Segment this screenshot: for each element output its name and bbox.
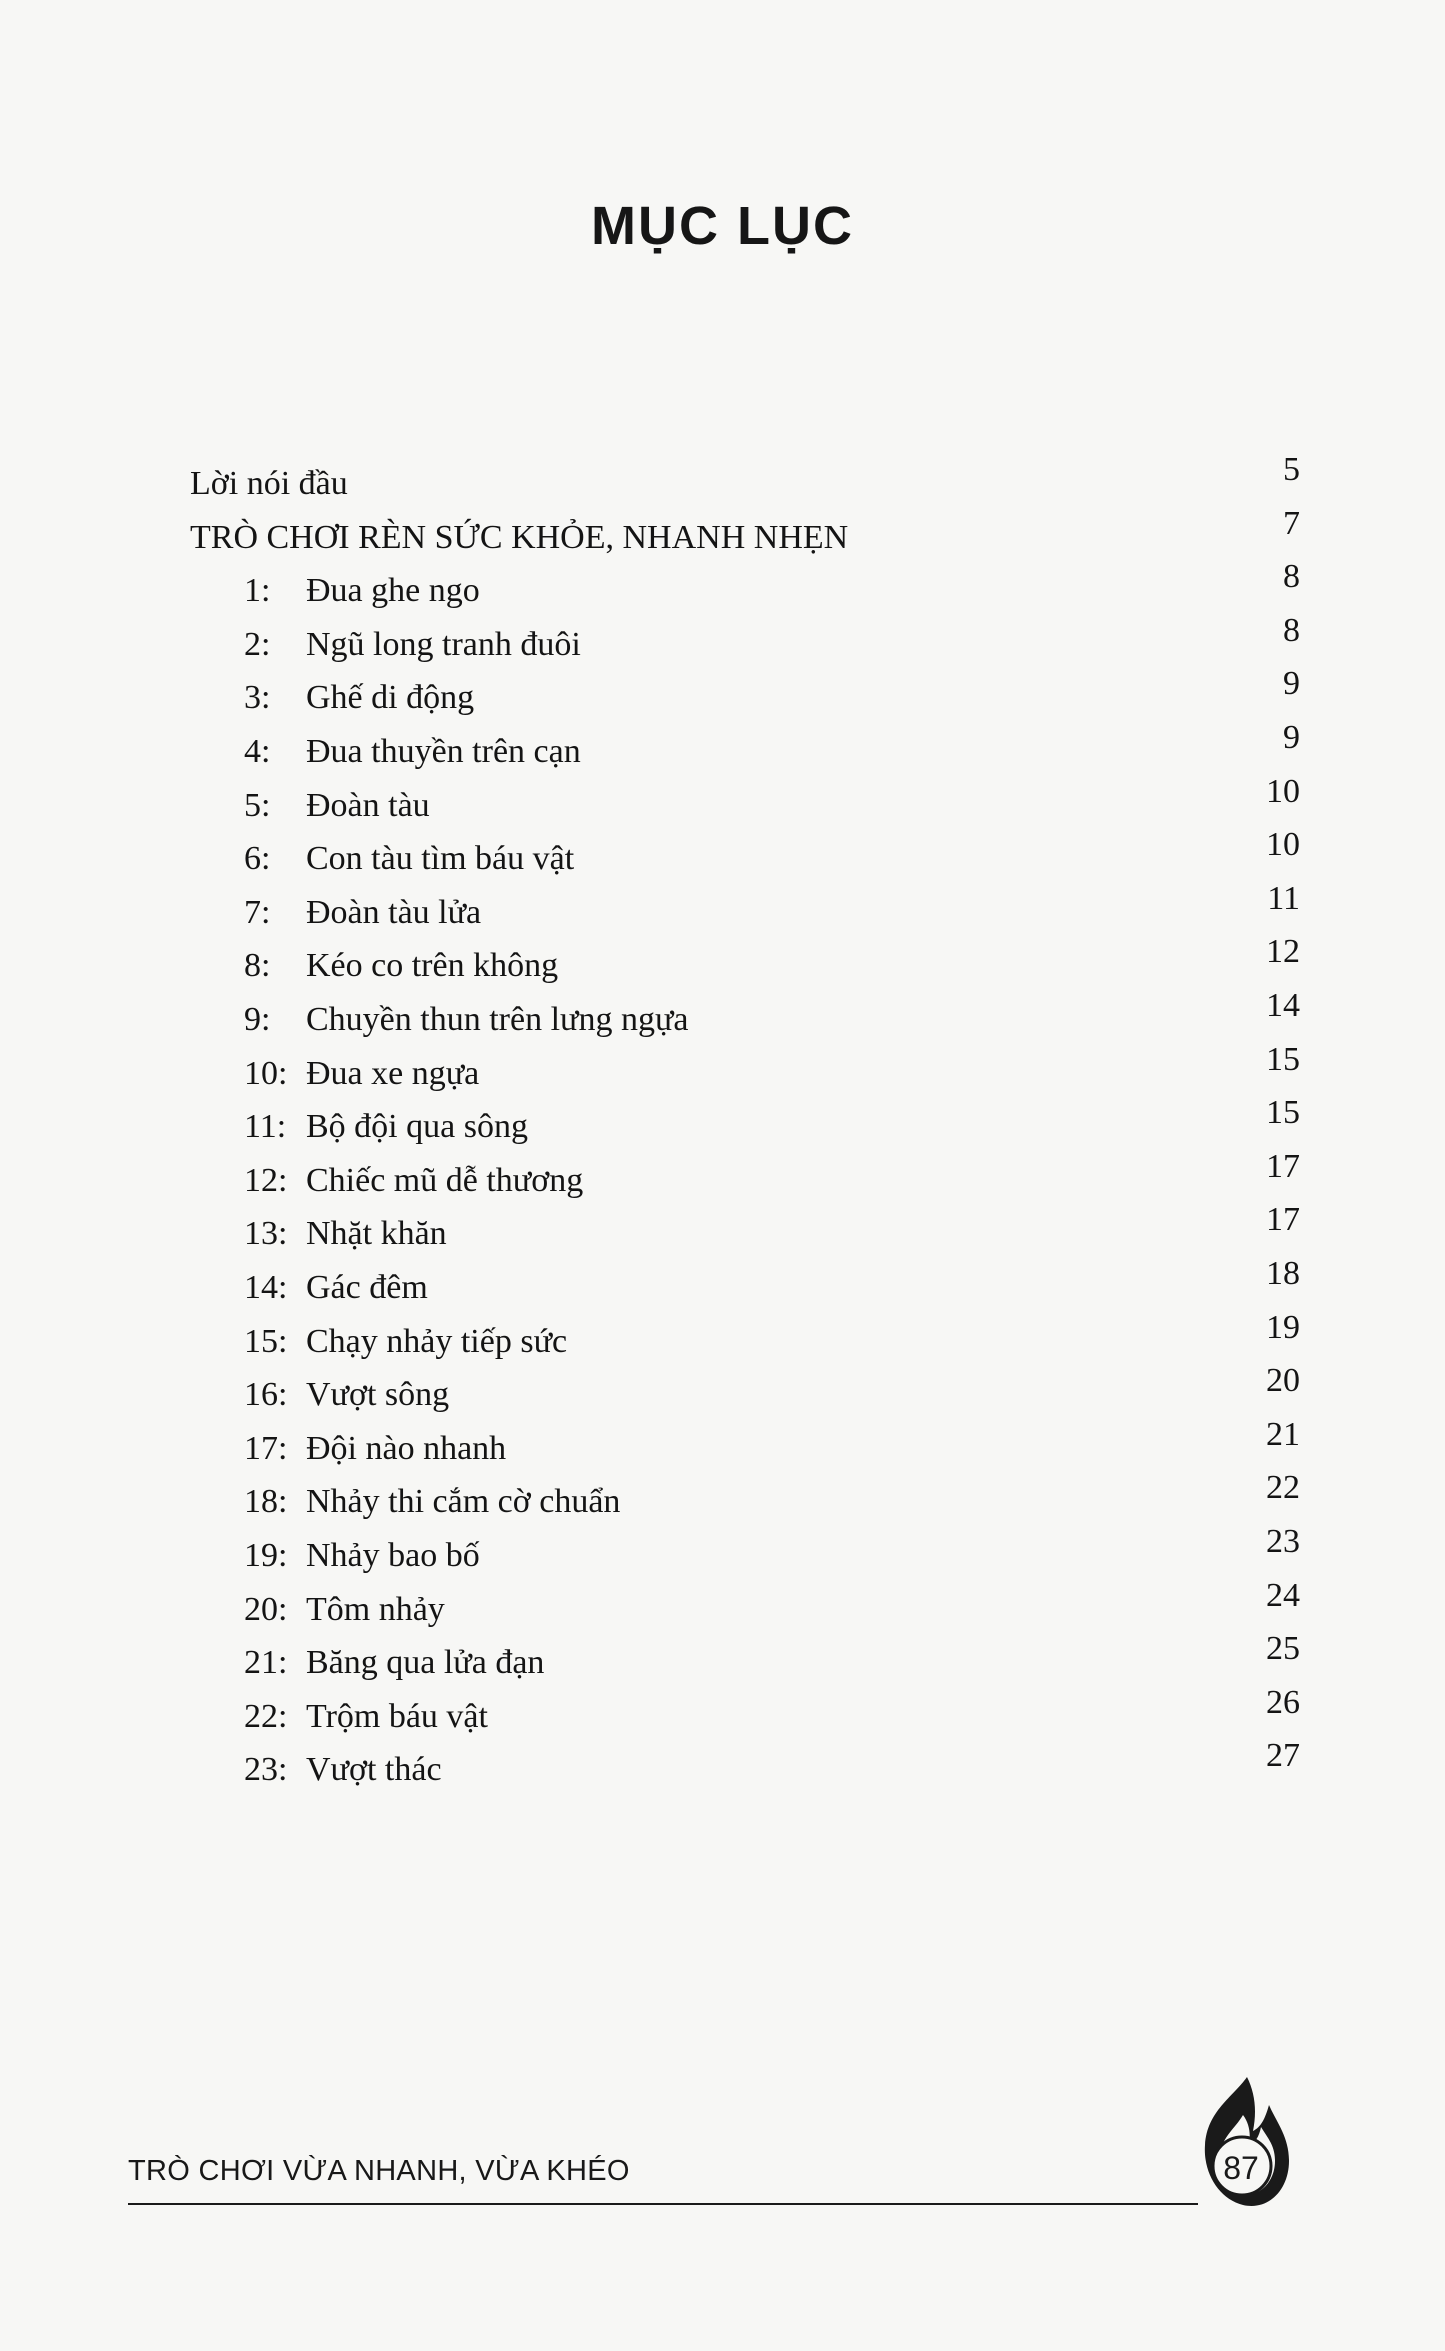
toc-entry-number: 15: — [244, 1322, 288, 1360]
toc-entry-page: 21 — [1266, 1415, 1300, 1453]
toc-entry-page: 7 — [1283, 504, 1300, 542]
toc-entry-number: 1: — [244, 572, 271, 610]
toc-entry-number: 3: — [244, 679, 271, 717]
toc-entry-number: 11: — [244, 1108, 287, 1146]
toc-entry — [0, 1737, 1445, 1796]
toc-entry-number: 21: — [244, 1644, 288, 1682]
toc-entry-page: 11 — [1267, 879, 1300, 917]
page-title: MỤC LỤC — [591, 196, 854, 256]
toc-entry-title: Trộm báu vật — [306, 1697, 488, 1735]
toc-entry-page: 15 — [1266, 1040, 1300, 1078]
toc-entry-page: 18 — [1266, 1255, 1300, 1292]
toc-entry-page: 19 — [1266, 1308, 1300, 1346]
toc-entry-title: Vượt thác — [306, 1751, 442, 1789]
toc-entry-page: 8 — [1283, 611, 1300, 649]
toc-entry-page: 5 — [1283, 451, 1300, 488]
flame-icon — [1185, 2075, 1295, 2215]
toc-entry-page: 17 — [1266, 1201, 1300, 1239]
toc-entry-number: 9: — [244, 1001, 271, 1038]
toc-entry-number: 18: — [244, 1483, 288, 1521]
toc-entry-title: Đoàn tàu — [306, 786, 430, 824]
toc-entry-title: Đua ghe ngo — [306, 572, 480, 610]
toc-entry-page: 26 — [1266, 1683, 1300, 1721]
toc-entry-page: 12 — [1266, 933, 1300, 971]
toc-entry-page: 10 — [1266, 772, 1300, 810]
toc-entry-title: Lời nói đầu — [190, 465, 348, 502]
toc-entry-page: 20 — [1266, 1362, 1300, 1400]
toc-entry-number: 2: — [244, 625, 271, 663]
toc-entry-page: 14 — [1266, 987, 1300, 1024]
toc-entry-title: Ghế di động — [306, 679, 475, 717]
toc-entry-title: Băng qua lửa đạn — [306, 1644, 545, 1682]
toc-entry-number: 22: — [244, 1697, 288, 1735]
toc-entry-title: TRÒ CHƠI RÈN SỨC KHỎE, NHANH NHẸN — [190, 518, 849, 556]
toc-entry-page: 9 — [1283, 665, 1300, 703]
toc-entry-page: 27 — [1266, 1737, 1300, 1775]
toc-entry-page: 15 — [1266, 1094, 1300, 1132]
toc-entry-number: 16: — [244, 1376, 288, 1414]
toc-entry-number: 12: — [244, 1161, 288, 1199]
page-number: 87 — [1223, 2150, 1259, 2186]
toc-entry-title: Đua thuyền trên cạn — [306, 733, 581, 770]
toc-entry-page: 25 — [1266, 1630, 1300, 1668]
toc-entry-title: Tôm nhảy — [306, 1590, 445, 1628]
toc-entry-number: 7: — [244, 893, 271, 931]
toc-entry-number: 8: — [244, 947, 271, 985]
toc-entry-number: 17: — [244, 1429, 288, 1467]
toc-entry-title: Chạy nhảy tiếp sức — [306, 1322, 568, 1360]
toc-entry-page: 8 — [1283, 558, 1300, 596]
toc-entry-title: Bộ đội qua sông — [306, 1108, 528, 1146]
toc-entry-number: 20: — [244, 1590, 288, 1628]
toc-entry-title: Gác đêm — [306, 1269, 428, 1306]
toc-entry-page: 9 — [1283, 719, 1300, 756]
footer-rule — [128, 2203, 1198, 2205]
toc-entry-page: 22 — [1266, 1469, 1300, 1507]
toc-entry-title: Con tàu tìm báu vật — [306, 840, 575, 878]
toc-entry-title: Nhặt khăn — [306, 1215, 447, 1253]
toc-entry-number: 6: — [244, 840, 271, 878]
toc-entry-title: Đội nào nhanh — [306, 1429, 507, 1467]
toc-entry-number: 14: — [244, 1269, 288, 1306]
toc-entry-number: 4: — [244, 733, 271, 770]
toc-entry-title: Nhảy bao bố — [306, 1537, 480, 1574]
toc-entry-title: Chiếc mũ dễ thương — [306, 1161, 584, 1199]
toc-entry-title: Chuyền thun trên lưng ngựa — [306, 1001, 689, 1038]
toc-entry-title: Ngũ long tranh đuôi — [306, 625, 581, 663]
toc-entry-page: 17 — [1266, 1147, 1300, 1185]
toc-entry-number: 13: — [244, 1215, 288, 1253]
toc-entry-page: 10 — [1266, 826, 1300, 864]
toc-entry-page: 24 — [1266, 1576, 1300, 1614]
toc-entry-page: 23 — [1266, 1523, 1300, 1560]
running-footer-title: TRÒ CHƠI VỪA NHANH, VỪA KHÉO — [128, 2155, 630, 2187]
toc-entry-title: Đua xe ngựa — [306, 1054, 480, 1092]
toc-entry-title: Kéo co trên không — [306, 947, 559, 985]
toc-entry-title: Nhảy thi cắm cờ chuẩn — [306, 1483, 621, 1521]
toc-entry-title: Đoàn tàu lửa — [306, 893, 482, 931]
toc-entry-number: 10: — [244, 1054, 288, 1092]
toc-entry-number: 5: — [244, 786, 271, 824]
toc-entry-number: 23: — [244, 1751, 288, 1789]
toc-entry-number: 19: — [244, 1537, 288, 1574]
toc-entry-title: Vượt sông — [306, 1376, 450, 1414]
